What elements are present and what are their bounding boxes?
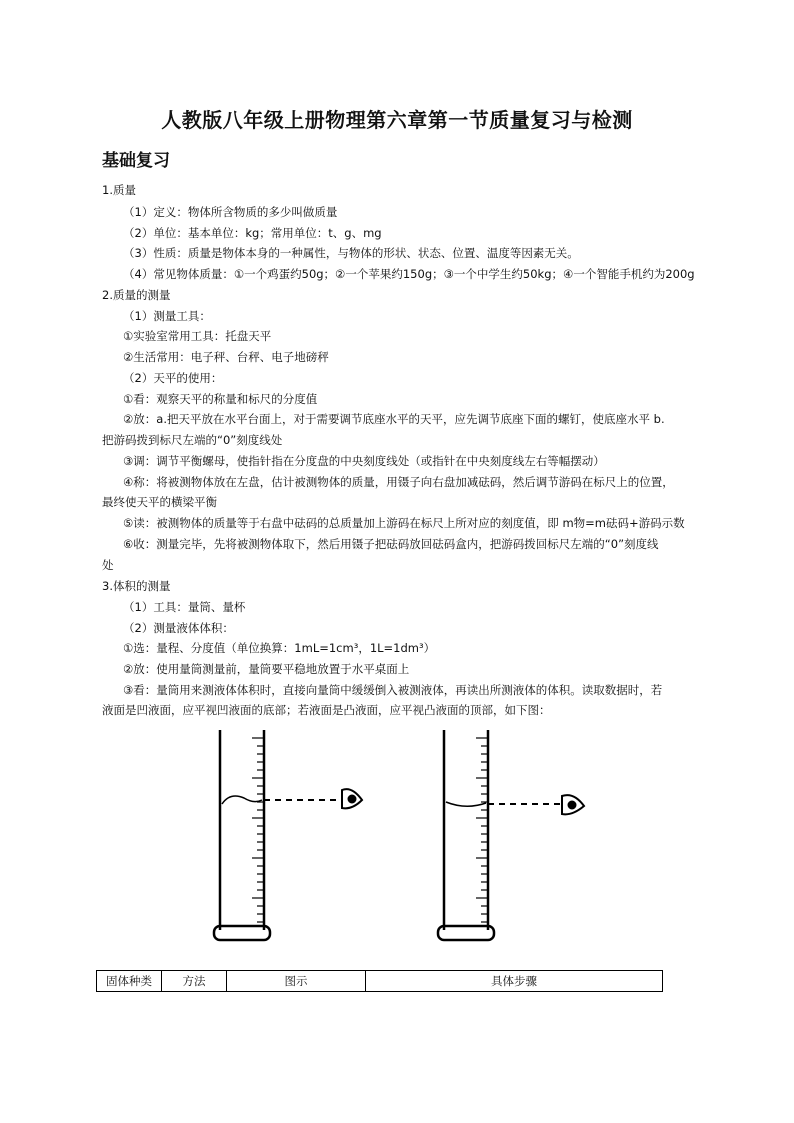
text-line: ①看：观察天平的称量和标尺的分度值 [123, 392, 318, 406]
cylinder-convex [438, 730, 584, 940]
heading-mass: 1.质量 [102, 183, 136, 197]
text-line: ②放：使用量筒测量前，量筒要平稳地放置于水平桌面上 [123, 662, 410, 676]
text-line: （2）单位：基本单位：kg；常用单位：t、g、mg [123, 226, 382, 240]
text-line: （2）天平的使用： [123, 371, 223, 385]
solid-volume-table [96, 970, 663, 992]
table-header-cell: 具体步骤 [366, 971, 663, 992]
text-line: （3）性质：质量是物体本身的一种属性，与物体的形状、状态、位置、温度等因素无关。 [123, 246, 579, 260]
table-header-cell: 方法 [162, 971, 227, 992]
graduated-cylinder-figure [200, 726, 600, 944]
section-heading: 基础复习 [102, 151, 170, 171]
cylinder-concave [214, 730, 362, 940]
heading-mass-measure: 2.质量的测量 [102, 288, 171, 302]
text-line: （1）定义：物体所含物质的多少叫做质量 [123, 205, 338, 219]
table-header-cell: 图示 [227, 971, 366, 992]
text-line: （1）测量工具： [123, 309, 211, 323]
text-line: ①实验室常用工具：托盘天平 [123, 329, 272, 343]
heading-volume-measure: 3.体积的测量 [102, 579, 171, 593]
text-line: （1）工具：量筒、量杯 [123, 600, 246, 614]
text-line: ②生活常用：电子秤、台秤、电子地磅秤 [123, 350, 329, 364]
text-line: 液面是凹液面，应平视凹液面的底部；若液面是凸液面，应平视凸液面的顶部，如下图： [102, 703, 551, 717]
text-line: ④称：将被测物体放在左盘，估计被测物体的质量，用镊子向右盘加减砝码，然后调节游码在标尺上的位置， [123, 475, 674, 489]
text-line: ⑥收：测量完毕，先将被测物体取下，然后用镊子把砝码放回砝码盒内，把游码拨回标尺左端的“0”刻度线 [123, 537, 659, 551]
text-line: ③看：量筒用来测液体体积时，直接向量筒中缓缓倒入被测液体，再读出所测液体的体积。读取数据时，若 [123, 683, 663, 697]
text-line: ①选：量程、分度值（单位换算：1mL=1cm³，1L=1dm³） [123, 641, 436, 655]
text-line: （4）常见物体质量：①一个鸡蛋约50g；②一个苹果约150g；③一个中学生约50kg；④一个智能手机约为200g [123, 267, 695, 281]
text-line: ②放：a.把天平放在水平台面上，对于需要调节底座水平的天平，应先调节底座下面的螺钉，使底座水平 b. [123, 412, 665, 426]
document-title: 人教版八年级上册物理第六章第一节质量复习与检测 [161, 108, 633, 132]
table-header-row [97, 971, 663, 992]
text-line: 把游码拨到标尺左端的“0”刻度线处 [102, 433, 283, 447]
text-line: ③调：调节平衡螺母，使指针指在分度盘的中央刻度线处（或指针在中央刻度线左右等幅摆动） [123, 454, 605, 468]
text-line: （2）测量液体体积： [123, 621, 234, 635]
text-line: ⑤读：被测物体的质量等于右盘中砝码的总质量加上游码在标尺上所对应的刻度值，即 m物=m砝码+游码示数 [123, 516, 685, 530]
table-header-cell: 固体种类 [97, 971, 162, 992]
text-line: 最终使天平的横梁平衡 [102, 495, 217, 509]
text-line: 处 [102, 558, 114, 572]
